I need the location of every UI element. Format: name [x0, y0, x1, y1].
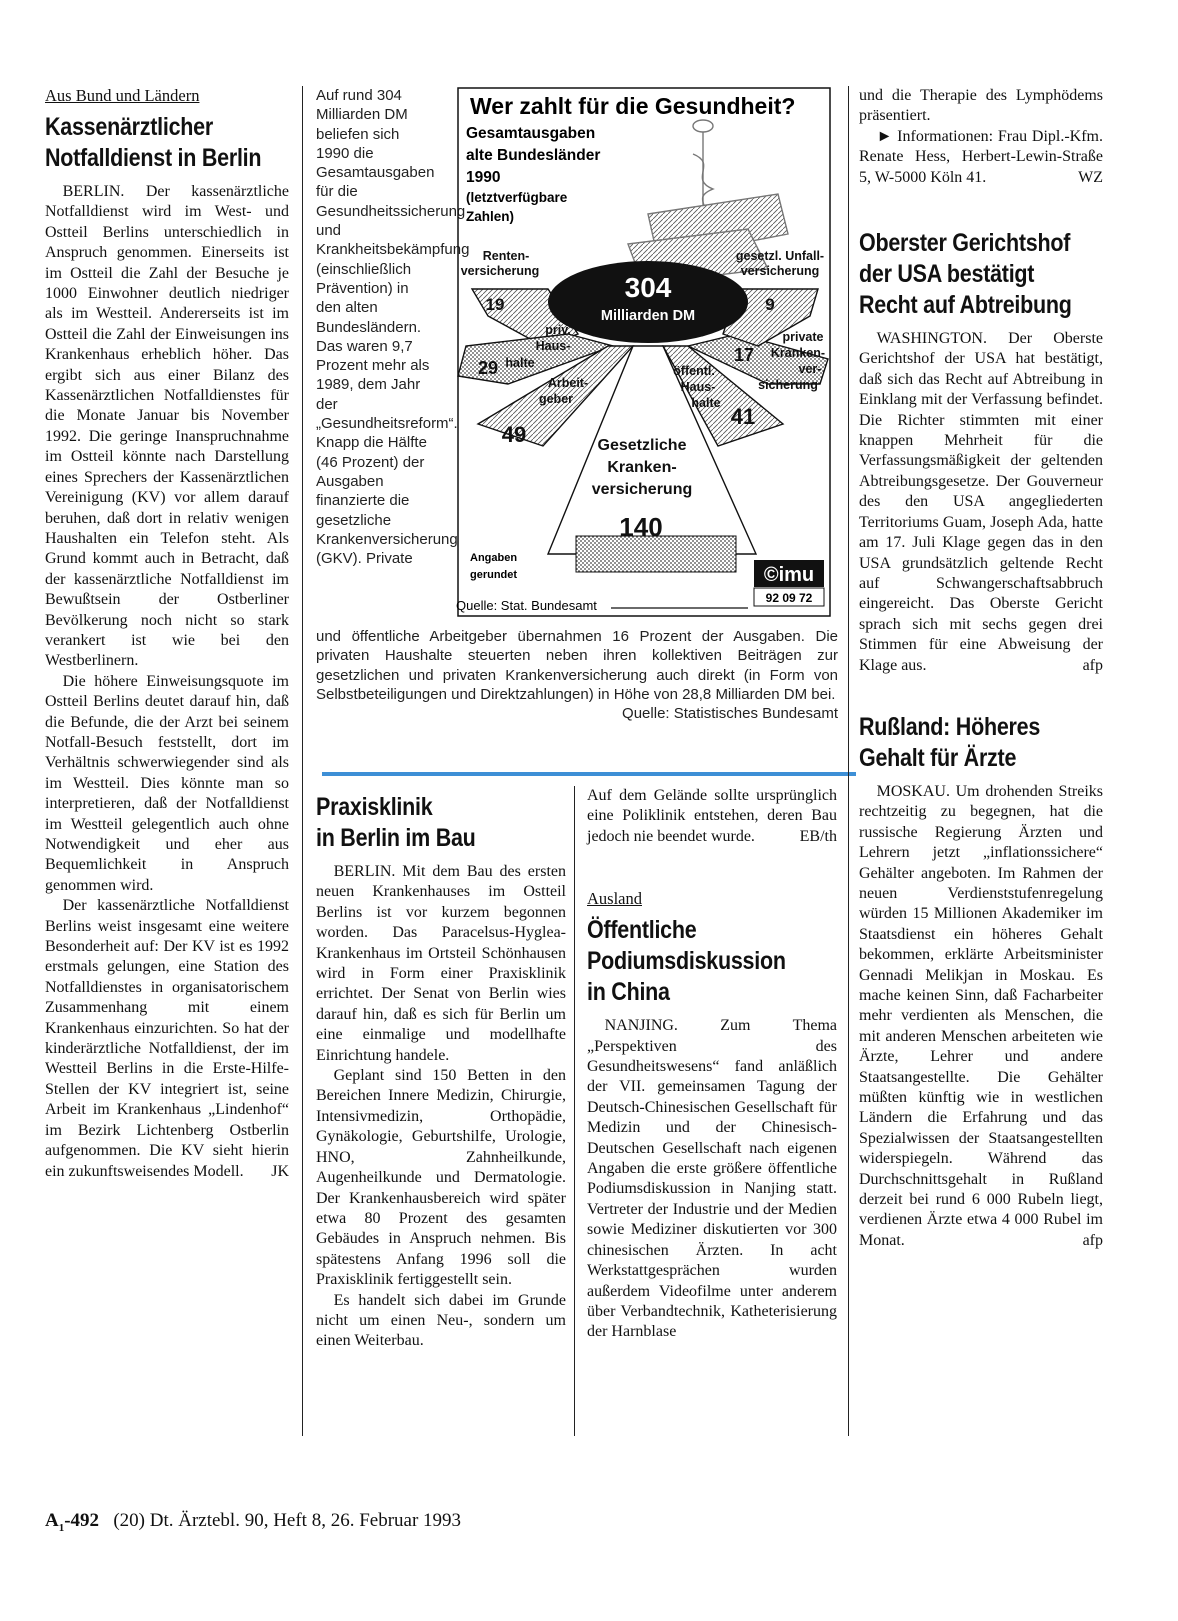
slice-label-priv: priv.	[545, 323, 571, 337]
slice-value: 29	[477, 358, 499, 378]
article-praxisklinik	[316, 786, 566, 1352]
imu-logo-text: ©imu	[763, 564, 815, 586]
author-signature: WZ	[1078, 168, 1103, 186]
chart-subtitle: Zahlen)	[466, 209, 515, 224]
paragraph: Es handelt sich dabei im Grunde nicht um einen Neu-, sondern um einen Weiterbau.	[316, 1291, 566, 1350]
arrow-icon: ►	[876, 127, 893, 145]
footer-citation: (20) Dt. Ärztebl. 90, Heft 8, 26. Februar 1993	[113, 1510, 462, 1531]
slice-label-unfall: versicherung	[740, 264, 820, 278]
slice-label-gkv: Kranken-	[607, 459, 677, 476]
page-footer: $A_1-492$ (20) Dt. Ärztebl. 90, Heft 8, 26. Februar 1993	[45, 1510, 462, 1534]
slice-label-gkv: versicherung	[591, 481, 693, 498]
slice-label-gkv: Gesetzliche	[597, 437, 687, 454]
paragraph: Der kassenärztliche Notfalldienst Berlins weist insgesamt eine weitere Besonderheit auf: Der KV ist es 1992 erstmals gelungen, eine Station des Notfalldienstes in organisatorischem Zusammenhang mit einem Krankenhaus einzurichten. So hat der kinderärztliche Notfalldienst, der im Westteil Berlins in die Erste-Hilfe-Stellen der KV integriert ist, seine Arbeit im Krankenhaus „Lindenhof“ im Bezirk Lichtenberg Ostberlin aufgenommen. Die KV sieht hierin ein zukunftsweisendes Modell. JK	[45, 896, 289, 1182]
slice-label-arbeitgeber: geber	[538, 392, 574, 406]
paragraph: und die Therapie des Lymphödems präsentiert.	[859, 87, 1103, 125]
info-paragraph: ► Informationen: Frau Dipl.-Kfm. Renate Hess, Herbert-Lewin-Straße 5, W-5000 Köln 41. WZ	[859, 127, 1103, 188]
slice-value: 41	[730, 404, 756, 429]
author-signature: afp	[1082, 656, 1103, 674]
slice-label-renten: versicherung	[460, 264, 540, 278]
headline: Praxisklinik in Berlin im Bau	[316, 793, 476, 852]
slice-value: 19	[485, 295, 505, 314]
headline: Rußland: Höheres Gehalt für Ärzte	[859, 712, 1041, 772]
slice-value: 9	[765, 295, 775, 314]
total-value: 304	[624, 272, 672, 303]
chart-source: Quelle: Stat. Bundesamt	[456, 598, 597, 613]
slice-label-pkv: sicherung	[758, 378, 818, 392]
chart-subtitle: (letztverfügbare	[466, 190, 568, 205]
headline: Öffentliche Podiumsdiskussion in China	[587, 916, 786, 1007]
slice-label-arbeitgeber: Arbeit-	[547, 376, 589, 390]
chart-figure	[448, 84, 840, 620]
paragraph: Die höhere Einweisungsquote im Ostteil Berlins deutet darauf hin, daß die Befunde, die der Arzt bei seinem Notfall-Besuch feststellt, dort im Verhältnis schwerwiegender sind als im Westteil. Dies könnte man so interpretieren, daß der Notfalldienst im Westteil gelegentlich auch ohne Notwendigkeit und eher aus Bequemlichkeit in Anspruch genommen wird.	[45, 672, 289, 894]
total-unit: Milliarden DM	[600, 308, 696, 324]
column-divider	[574, 786, 575, 1436]
author-signature: afp	[1082, 1231, 1103, 1249]
headline: Oberster Gerichtshof der USA bestätigt Recht auf Abtreibung	[859, 229, 1072, 320]
section-rubric: Ausland	[587, 889, 642, 909]
paragraph: Auf dem Gelände sollte ursprünglich eine Poliklinik entstehen, deren Bau jedoch nie beendet wurde. EB/th	[587, 786, 837, 847]
paragraph: MOSKAU. Um drohenden Streiks rechtzeitig zu begegnen, hat die russische Regierung Ärzten und Lehrern jetzt „inflationssichere“ Gehälter angeboten. Im Rahmen der neuen Verdienststufenregelung würden 15 Millionen Akademiker im Staatsdienst ein höheres Gehalt bekommen, erklärte Arbeitsminister Gennadi Melikjan in Moskau. Es mache keinen Sinn, daß Facharbeiter mehr verdienten als Menschen, die mit anderen Menschen arbeiteten wie Ärzte, Lehrer und andere Staatsangestellte. Die Gehälter müßten künftig wie in westlichen Ländern die Erfahrung und das Spezialwissen der Staatsangestellten widerspiegeln. Während das Durchschnittsgehalt in Rußland derzeit bei rund 6 000 Rubeln liegt, verdienen Ärzte etwa 4 000 Rubel im Monat. afp	[859, 782, 1103, 1251]
paragraph: BERLIN. Mit dem Bau des ersten neuen Krankenhauses im Ostteil Berlins ist vor kurzem begonnen worden. Das Paracelsus-Hyglea-Krankenhaus im Ortsteil Schönhausen wird in Form einer Praxisklinik errichtet. Der Senat von Berlin wies darauf hin, daß es sich für Berlin um eine einmalige und modellhafte Einrichtung handele.	[316, 863, 566, 1064]
chart-subtitle: 1990	[466, 169, 501, 186]
column-divider	[302, 86, 303, 1436]
article-notfalldienst	[45, 86, 289, 1182]
slice-label-oeffentl: öffentl.	[673, 364, 715, 378]
slice-value: 17	[733, 345, 755, 365]
chart-caption-source: Quelle: Statistisches Bundesamt	[622, 705, 838, 723]
slice-label-oeffentl: halte	[691, 396, 721, 410]
section-rubric: Aus Bund und Ländern	[45, 86, 200, 105]
slice-label-unfall: gesetzl. Unfall-	[735, 249, 825, 263]
section-divider	[322, 772, 856, 776]
slice-label-oeffentl: Haus-	[680, 380, 716, 394]
paragraph: BERLIN. Der kassenärztliche Notfalldienst wird im West- und Ostteil Berlins unterschiedlich in Anspruch genommen. Einerseits ist im Ostteil die Zahl der Besuche je 1000 Einwohner deutlich niedriger als im Westteil. Andererseits ist im Ostteil die Zahl der Einweisungen ins Krankenhaus erheblich höher. Das ergibt sich aus einer Bilanz des Kassenärztlichen Notfalldienstes für die Monate Januar bis November 1992. Die geringe Inanspruchnahme im Ostteil könnte nach Darstellung eines Sprechers der Kassenärztlichen Vereinigung (KV) vor allem darauf beruhen, daß dort in relativ wenigen Haushalten ein Telefon steht. Als Grund kommt auch in Betracht, daß der kassenärztliche Notfalldienst im Bewußtsein der Ostberliner Bevölkerung noch nicht so stark verankert ist wie bei den Westberlinern.	[45, 183, 289, 670]
chart-note: gerundet	[470, 569, 518, 581]
chart-subtitle: Gesamtausgaben	[466, 125, 596, 142]
slice-label-pkv: private	[782, 330, 824, 344]
slice-value: 49	[501, 422, 527, 447]
article-column-right	[859, 86, 1103, 1251]
author-signature: EB/th	[799, 827, 837, 845]
imu-code: 92 09 72	[765, 591, 813, 605]
headline: Kassenärztlicher Notfalldienst in Berlin	[45, 113, 262, 172]
chart-title: Wer zahlt für die Gesundheit?	[470, 93, 796, 119]
article-china	[587, 786, 837, 1343]
author-signature: JK	[271, 1162, 289, 1180]
chart-note: Angaben	[470, 552, 518, 564]
paragraph: WASHINGTON. Der Oberste Gerichtshof der USA hat bestätigt, daß sich das Recht auf Abtreibung in Einklang mit der Verfassung befindet. Die Richter stimmten mit einer knappen Mehrheit für die Verfassungsmäßigkeit der geltenden Abtreibungsgesetze. Der Gouverneur des den USA angegliederten Territoriums Guam, Joseph Ada, hatte am 17. Juli Klage gegen das in den USA grundsätzlich geltende Recht auf Schwangerschaftsabbruch eingereicht. Das Oberste Gericht sprach sich mit sechs gegen drei Stimmen für eine Abweisung der Klage aus. afp	[859, 329, 1103, 676]
slice-value: 140	[619, 512, 663, 542]
paragraph: Geplant sind 150 Betten in den Bereichen Innere Medizin, Chirurgie, Intensivmedizin, Orthopädie, Gynäkologie, Geburtshilfe, Urologie, HNO, Zahnheilkunde, Augenheilkunde und Dermatologie. Der Krankenhausbereich wird später etwa 80 Prozent des gesamten Gebäudes in Anspruch nehmen. Bis spätestens Anfang 1996 soll die Praxisklinik fertiggestellt sein.	[316, 1067, 566, 1289]
chart-caption-bottom: und öffentliche Arbeitgeber übernahmen 16 Prozent der Ausgaben. Die privaten Haushalte steuerten neben ihren kollektiven Beiträgen zur gesetzlichen und privaten Krankenversicherung auch direkt (in Form von Selbstbeteiligungen und Direktzahlungen) in Höhe von 28,8 Milliarden DM bei. Quelle: Statistisches Bundesamt	[316, 628, 838, 723]
slice-label-priv: halte	[505, 356, 535, 370]
paragraph: NANJING. Zum Thema „Perspektiven des Gesundheitswesens“ fand anläßlich der VII. gemeinsamen Tagung der Deutsch-Chinesischen Gesellschaft für Medizin und der Chinesisch-Deutschen Gesellschaft nach eigenen Angaben die erste größere öffentliche Podiumsdiskussion in Nanjing statt. Vertreter der Industrie und der Medien sowie Mediziner diskutierten vor 300 chinesischen Ärzten. In acht Werkstattgesprächen wurden außerdem Videofilme unter anderem über Verbandtechnik, Katheterisierung der Harnblase	[587, 1017, 837, 1341]
slice-label-renten: Renten-	[482, 249, 530, 263]
slice-label-pkv: ver-	[798, 362, 822, 376]
chart-subtitle: alte Bundesländer	[466, 147, 601, 164]
slice-label-pkv: Kranken-	[770, 346, 826, 360]
chart-caption-side: Auf rund 304 Milliarden DM beliefen sich 1990 die Gesamtausgaben für die Gesundheitssicherung und Krankheitsbekämpfung (einschließlich Prävention) in den alten Bundesländern. Das waren 9,7 Prozent mehr als 1989, dem Jahr der „Gesundheitsreform“. Knapp die Hälfte (46 Prozent) der Ausgaben finanzierte die gesetzliche Krankenversicherung (GKV). Private	[316, 87, 470, 568]
column-divider	[848, 86, 849, 1436]
slice-label-priv: Haus-	[535, 339, 571, 353]
